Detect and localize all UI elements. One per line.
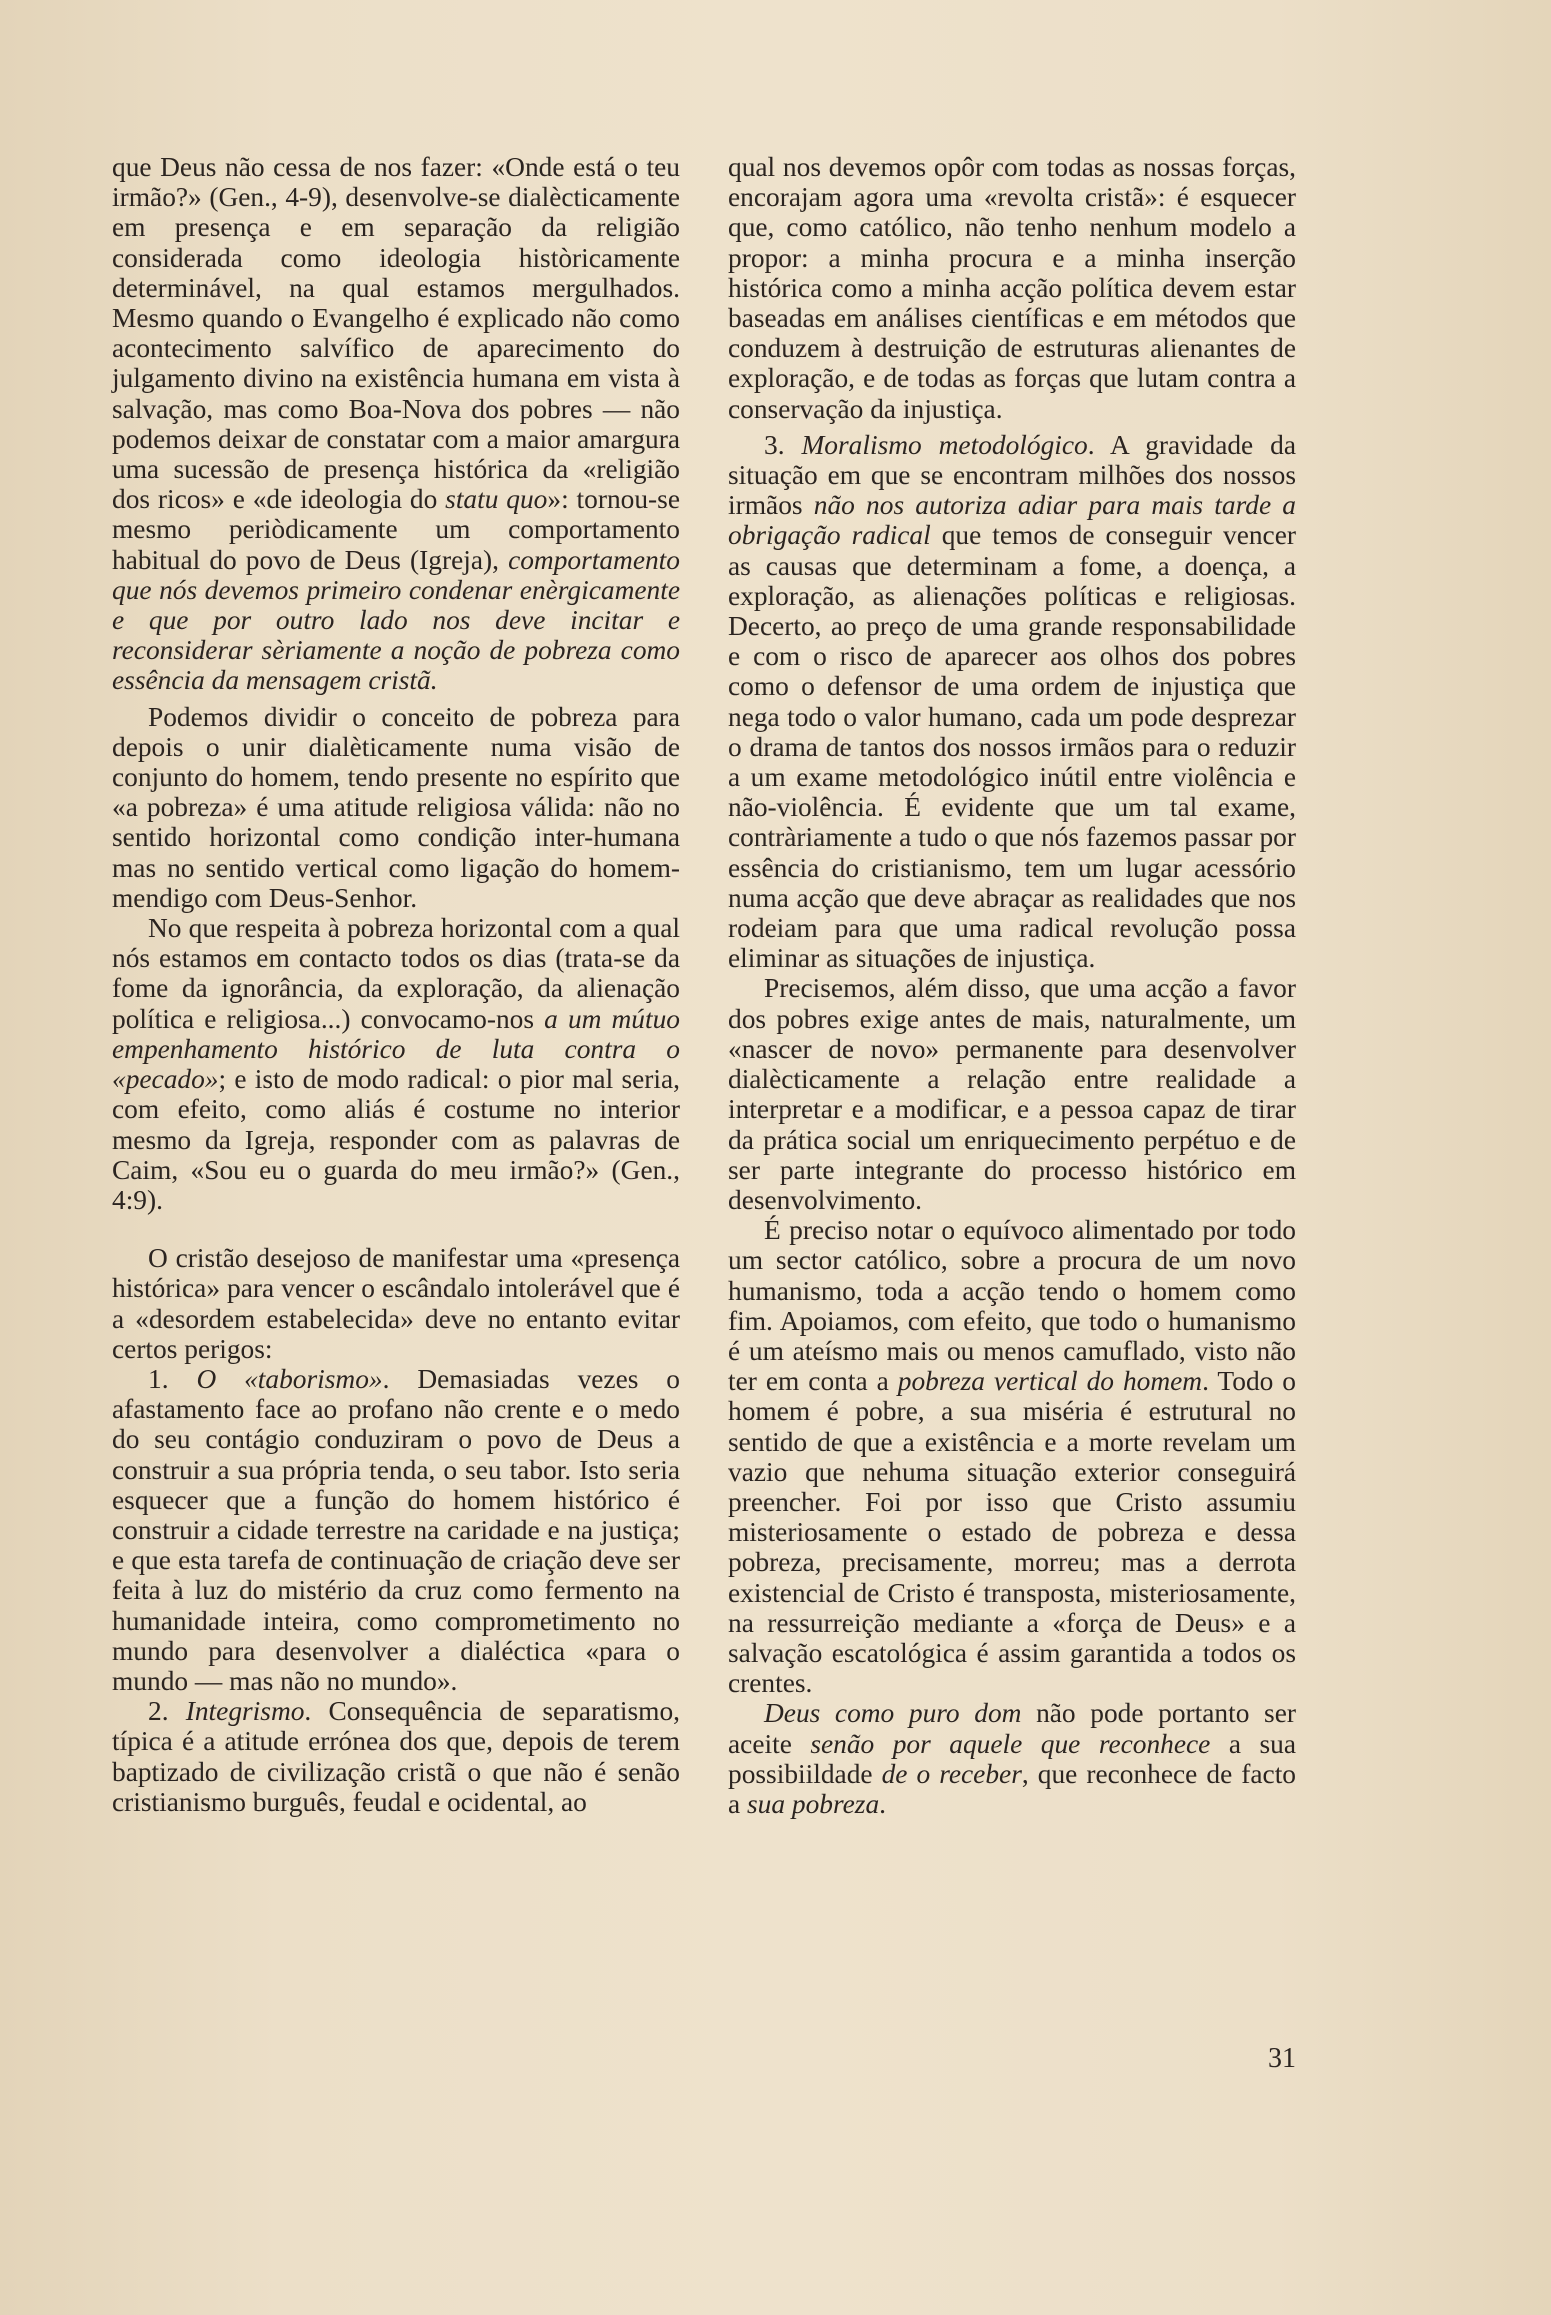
right-text-column: [728, 152, 1296, 1819]
paragraph: qual nos devemos opôr com todas as nossas forças, encorajam agora uma «revolta cristã»: é esquecer que, como católico, não tenho nenhum modelo a propor: a minha procura e a minha inserção histórica como a minha acção política devem estar baseadas em análises científicas e em métodos que conduzem à destruição de estruturas alienantes de exploração, e de todas as forças que lutam contra a conservação da injustiça.: [728, 152, 1296, 424]
paragraph: 1. O «taborismo». Demasiadas vezes o afastamento face ao profano não crente e o medo do seu contágio conduziram o povo de Deus a construir a sua própria tenda, o seu tabor. Isto seria esquecer que a função do homem histórico é construir a cidade terrestre na caridade e na justiça; e que esta tarefa de continuação de criação deve ser feita à luz do mistério da cruz como fermento na humanidade inteira, como comprometimento no mundo para desenvolver a dialéctica «para o mundo — mas não no mundo».: [112, 1363, 680, 1696]
paragraph: que Deus não cessa de nos fazer: «Onde está o teu irmão?» (Gen., 4-9), desenvolve-se dialècticamente em presença e em separação da religião considerada como ideologia històricamente determinável, na qual estamos mergulhados. Mesmo quando o Evangelho é explicado não como acontecimento salvífico de aparecimento do julgamento divino na existência humana em vista à salvação, mas como Boa-Nova dos pobres — não podemos deixar de constatar com a maior amargura uma sucessão de presença histórica da «religião dos ricos» e «de ideologia do statu quo»: tornou-se mesmo periòdicamente um comportamento habitual do povo de Deus (Igreja), comportamento que nós devemos primeiro condenar enèrgicamente e que por outro lado nos deve incitar e reconsiderar sèriamente a noção de pobreza como essência da mensagem cristã.: [112, 152, 680, 696]
paragraph: O cristão desejoso de manifestar uma «presença histórica» para vencer o escândalo intolerável que é a «desordem estabelecida» deve no entanto evitar certos perigos:: [112, 1243, 680, 1364]
left-text-column: [112, 152, 680, 1817]
paragraph: No que respeita à pobreza horizontal com a qual nós estamos em contacto todos os dias (trata-se da fome da ignorância, da exploração, da alienação política e religiosa...) convocamo-nos a um mútuo empenhamento histórico de luta contra o «pecado»; e isto de modo radical: o pior mal seria, com efeito, como aliás é costume no interior mesmo da Igreja, responder com as palavras de Caim, «Sou eu o guarda do meu irmão?» (Gen., 4:9).: [112, 913, 680, 1215]
paragraph: Precisemos, além disso, que uma acção a favor dos pobres exige antes de mais, naturalmente, um «nascer de novo» permanente para desenvolver dialècticamente a relação entre realidade a interpretar e a modificar, e a pessoa capaz de tirar da prática social um enriquecimento perpétuo e de ser parte integrante do processo histórico em desenvolvimento.: [728, 973, 1296, 1215]
paragraph: 3. Moralismo metodológico. A gravidade da situação em que se encontram milhões dos nossos irmãos não nos autoriza adiar para mais tarde a obrigação radical que temos de conseguir vencer as causas que determinam a fome, a doença, a exploração, as alienações políticas e religiosas. Decerto, ao preço de uma grande responsabilidade e com o risco de aparecer aos olhos dos pobres como o defensor de uma ordem de injustiça que nega todo o valor humano, cada um pode desprezar o drama de tantos dos nossos irmãos para o reduzir a um exame metodológico inútil entre violência e não-violência. É evidente que um tal exame, contràriamente a tudo o que nós fazemos passar por essência do cristianismo, tem um lugar acessório numa acção que deve abraçar as realidades que nos rodeiam para que uma radical revolução possa eliminar as situações de injustiça.: [728, 429, 1296, 974]
paragraph: Deus como puro dom não pode portanto ser aceite senão por aquele que reconhece a sua possibiildade de o receber, que reconhece de facto a sua pobreza.: [728, 1698, 1297, 1819]
paragraph: É preciso notar o equívoco alimentado por todo um sector católico, sobre a procura de um novo humanismo, toda a acção tendo o homem como fim. Apoiamos, com efeito, que todo o humanismo é um ateísmo mais ou menos camuflado, visto não ter em conta a pobreza vertical do homem. Todo o homem é pobre, a sua miséria é estrutural no sentido de que a existência e a morte revelam um vazio que nehuma situação exterior conseguirá preencher. Foi por isso que Cristo assumiu misteriosamente o estado de pobreza e dessa pobreza, precisamente, morreu; mas a derrota existencial de Cristo é transposta, misteriosamente, na ressurreição mediante a «força de Deus» e a salvação escatológica é assim garantida a todos os crentes.: [728, 1215, 1297, 1699]
page-number: 31: [1268, 2043, 1296, 2074]
paragraph: 2. Integrismo. Consequência de separatismo, típica é a atitude errónea dos que, depois de terem baptizado de civilização cristã o que não é senão cristianismo burguês, feudal e ocidental, ao: [112, 1696, 680, 1817]
paragraph: Podemos dividir o conceito de pobreza para depois o unir dialèticamente numa visão de conjunto do homem, tendo presente no espírito que «a pobreza» é uma atitude religiosa válida: não no sentido horizontal como condição inter-humana mas no sentido vertical como ligação do homem-mendigo com Deus-Senhor.: [112, 701, 680, 913]
